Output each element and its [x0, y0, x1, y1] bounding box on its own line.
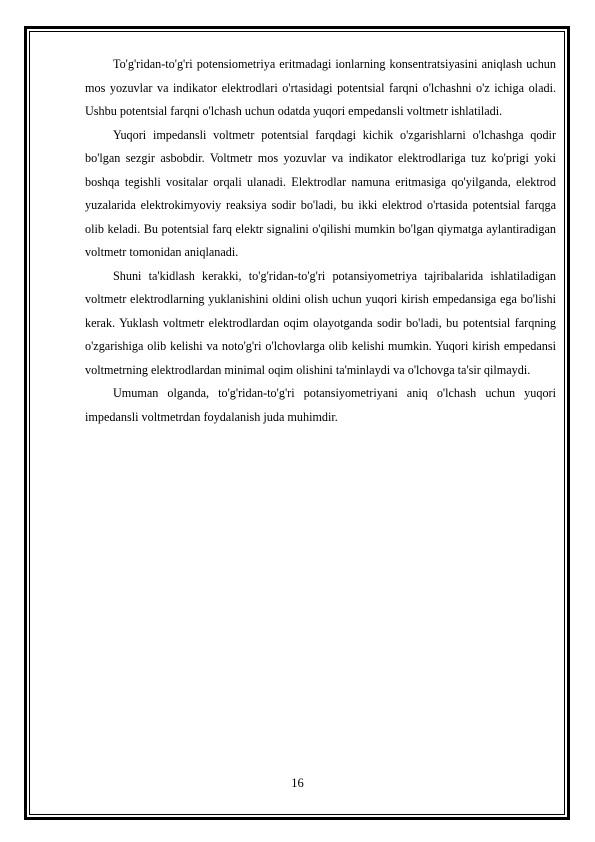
document-body [85, 53, 556, 429]
paragraph: To'g'ridan-to'g'ri potensiometriya eritmadagi ionlarning konsentratsiyasini aniqlash uchun mos yozuvlar va indikator elektrodlari o'rtasidagi potentsial farqni o'lchashni o'z ichiga oladi. Ushbu potentsial farqni o'lchash uchun odatda yuqori empedansli voltmetr ishlatiladi. [85, 57, 556, 118]
paragraph: Shuni ta'kidlash kerakki, to'g'ridan-to'g'ri potansiyometriya tajribalarida ishlatiladigan voltmetr elektrodlarning yuklanishini oldini olish uchun yuqori kirish empedansiga ega bo'lishi kerak. Yuklash voltmetr elektrodlardan oqim olayotganda sodir bo'ladi, bu potentsial farqning o'zgarishiga olib kelishi va noto'g'ri o'lchovlarga olib kelishi mumkin. Yuqori kirish empedansi voltmetrning elektrodlardan minimal oqim olishini ta'minlaydi va o'lchovga ta'sir qilmaydi. [85, 268, 556, 377]
page-number: 16 [291, 776, 304, 790]
paragraph: Umuman olganda, to'g'ridan-to'g'ri potansiyometriyani aniq o'lchash uchun yuqori impedansli voltmetrdan foydalanish juda muhimdir. [85, 386, 556, 424]
paragraph: Yuqori impedansli voltmetr potentsial farqdagi kichik o'zgarishlarni o'lchashga qodir bo'lgan sezgir asbobdir. Voltmetr mos yozuvlar va indikator elektrodlariga tuz ko'prigi yoki boshqa tegishli vositalar orqali ulanadi. Elektrodlar namuna eritmasiga qo'yilganda, elektrod yuzalarida elektrokimyoviy reaksiya sodir bo'ladi, bu ikki elektrod o'rtasida potentsial farqga olib keladi. Bu potentsial farq elektr signalini o'qilishi mumkin bo'lgan qiymatga aylantiradigan voltmetr tomonidan aniqlanadi. [85, 127, 556, 259]
